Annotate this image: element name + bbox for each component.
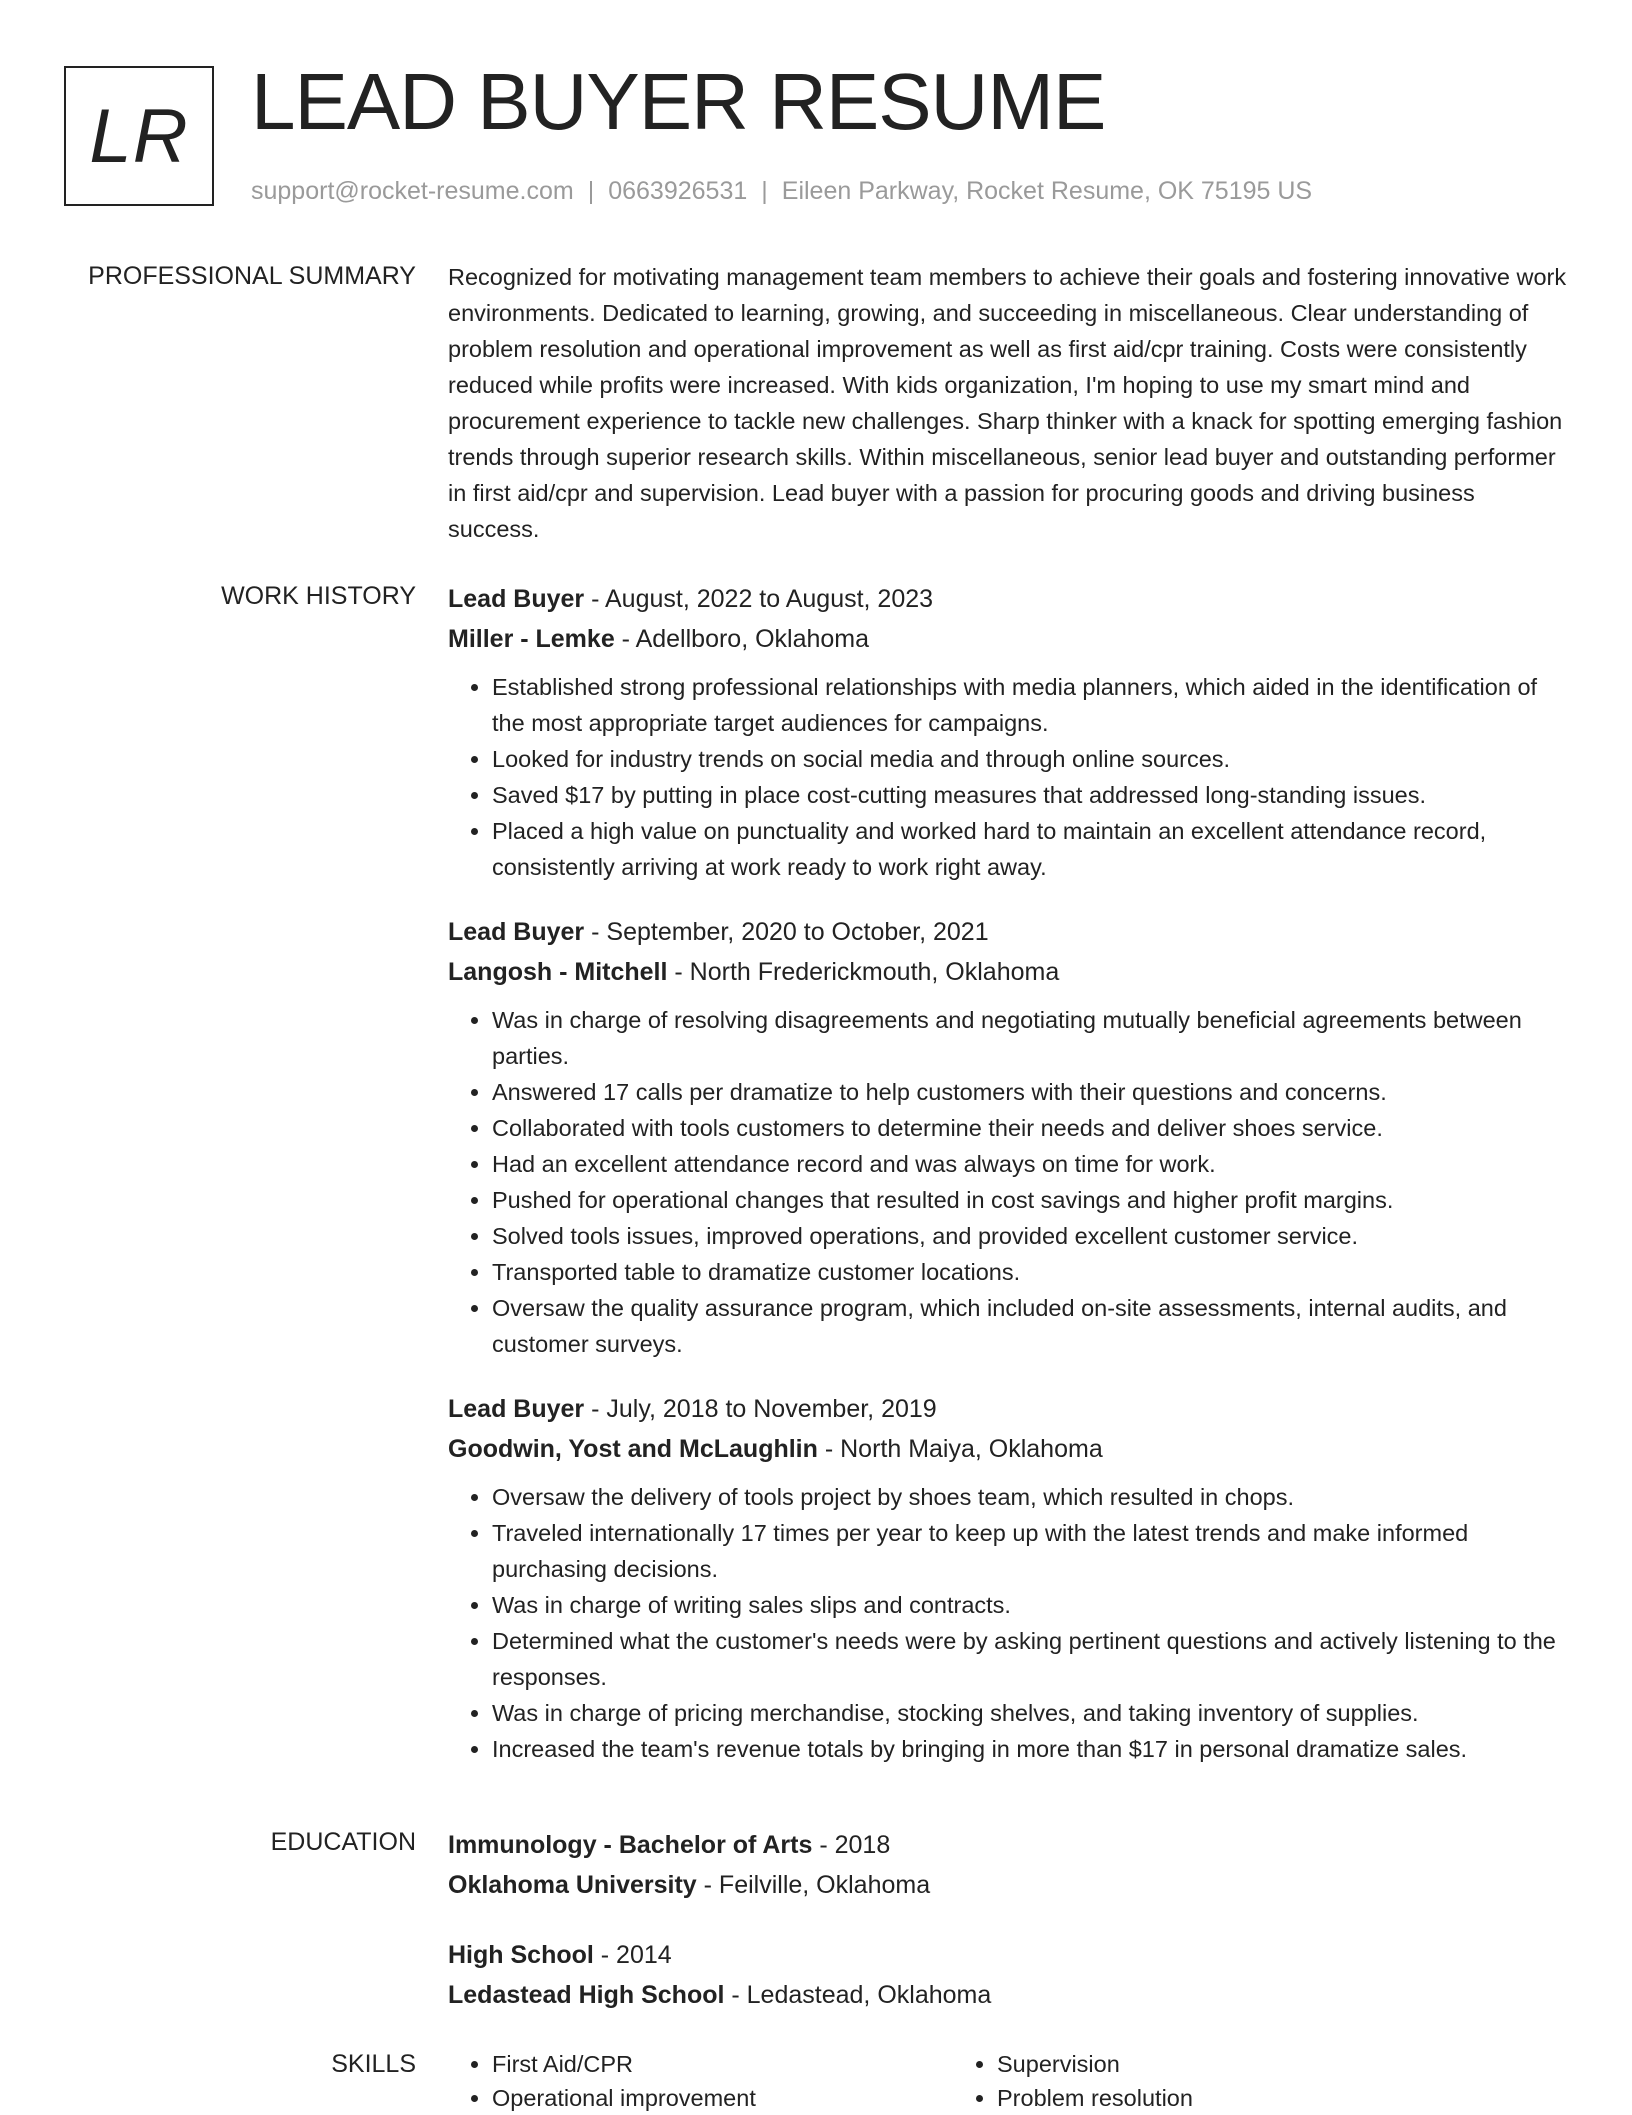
job-bullets xyxy=(448,1479,1568,1767)
education-year: - 2014 xyxy=(593,1941,672,1969)
job-bullet: • Established strong professional relationships with media planners, which aided in the identification of the most appropriate target audiences for campaigns. xyxy=(492,669,1568,741)
job-title: Lead Buyer xyxy=(448,585,585,613)
job-bullet: • Collaborated with tools customers to determine their needs and deliver shoes service. xyxy=(492,1110,1568,1146)
education-degree-line xyxy=(448,1825,1568,1865)
job-company-line xyxy=(448,1429,1568,1469)
job-bullets xyxy=(448,1002,1568,1362)
job-bullet: • Oversaw the quality assurance program, which included on-site assessments, internal audits, and customer surveys. xyxy=(492,1290,1568,1362)
skill-item: • First Aid/CPR xyxy=(492,2047,953,2081)
education-school: Oklahoma University xyxy=(448,1871,697,1899)
section-label-summary: PROFESSIONAL SUMMARY xyxy=(88,262,416,290)
job-company-line xyxy=(448,619,1568,659)
job-dates: - August, 2022 to August, 2023 xyxy=(584,585,934,613)
job-bullet: • Solved tools issues, improved operations, and provided excellent customer service. xyxy=(492,1218,1568,1254)
job-bullet: • Looked for industry trends on social media and through online sources. xyxy=(492,741,1568,777)
education-location: - Feilville, Oklahoma xyxy=(696,1871,931,1899)
contact-email[interactable]: support@rocket-resume.com xyxy=(251,177,574,205)
job-bullet: • Saved $17 by putting in place cost-cutting measures that addressed long-standing issues. xyxy=(492,777,1568,813)
job-bullet: • Was in charge of pricing merchandise, stocking shelves, and taking inventory of supplies. xyxy=(492,1695,1568,1731)
contact-address: Eileen Parkway, Rocket Resume, OK 75195 US xyxy=(781,177,1313,205)
job-bullet: • Was in charge of resolving disagreements and negotiating mutually beneficial agreements between parties. xyxy=(492,1002,1568,1074)
job-location: - Adellboro, Oklahoma xyxy=(614,625,870,653)
job-company-line xyxy=(448,952,1568,992)
skill-item: • Problem resolution xyxy=(997,2081,1458,2115)
contact-separator: | xyxy=(587,177,595,205)
contact-phone[interactable]: 0663926531 xyxy=(608,177,748,205)
monogram-logo: LR xyxy=(64,66,214,206)
job-dates: - July, 2018 to November, 2019 xyxy=(584,1395,937,1423)
job-location: - North Maiya, Oklahoma xyxy=(817,1435,1103,1463)
education-school: Ledastead High School xyxy=(448,1981,725,2009)
education-year: - 2018 xyxy=(812,1831,891,1859)
contact-separator: | xyxy=(761,177,768,205)
job-location: - North Frederickmouth, Oklahoma xyxy=(667,958,1060,986)
skill-item: • Supervision xyxy=(997,2047,1458,2081)
section-label-skills: SKILLS xyxy=(331,2050,416,2078)
job-company: Miller - Lemke xyxy=(448,625,615,653)
education-school-line xyxy=(448,1975,1568,2015)
job-bullet: • Placed a high value on punctuality and worked hard to maintain an excellent attendance record, consistently arriving at work ready to work right away. xyxy=(492,813,1568,885)
skills-column-right xyxy=(953,2047,1458,2115)
contact-line xyxy=(251,174,1312,208)
job-title-line xyxy=(448,1389,1568,1429)
education-degree-line xyxy=(448,1935,1568,1975)
job-bullet: • Increased the team's revenue totals by bringing in more than $17 in personal dramatize sales. xyxy=(492,1731,1568,1767)
section-label-education: EDUCATION xyxy=(270,1828,416,1856)
job-title: Lead Buyer xyxy=(448,918,585,946)
job-entry xyxy=(448,579,1568,885)
education-degree: Immunology - Bachelor of Arts xyxy=(448,1831,813,1859)
job-bullet: • Was in charge of writing sales slips and contracts. xyxy=(492,1587,1568,1623)
education-location: - Ledastead, Oklahoma xyxy=(724,1981,992,2009)
page-title: LEAD BUYER RESUME xyxy=(251,57,1106,146)
job-entry xyxy=(448,912,1568,1362)
education-entry xyxy=(448,1825,1568,1905)
job-bullet: • Answered 17 calls per dramatize to help customers with their questions and concerns. xyxy=(492,1074,1568,1110)
job-bullet: • Pushed for operational changes that resulted in cost savings and higher profit margins. xyxy=(492,1182,1568,1218)
job-bullet: • Traveled internationally 17 times per year to keep up with the latest trends and make informed purchasing decisions. xyxy=(492,1515,1568,1587)
job-bullet: • Had an excellent attendance record and was always on time for work. xyxy=(492,1146,1568,1182)
job-dates: - September, 2020 to October, 2021 xyxy=(584,918,989,946)
job-title: Lead Buyer xyxy=(448,1395,585,1423)
section-label-work-history: WORK HISTORY xyxy=(221,582,416,610)
job-bullets xyxy=(448,669,1568,885)
education-school-line xyxy=(448,1865,1568,1905)
job-title-line xyxy=(448,912,1568,952)
skills-column-left xyxy=(448,2047,953,2115)
job-bullet: • Transported table to dramatize customer locations. xyxy=(492,1254,1568,1290)
education-degree: High School xyxy=(448,1941,594,1969)
skills-list xyxy=(448,2047,1568,2115)
education-entry xyxy=(448,1935,1568,2015)
job-entry xyxy=(448,1389,1568,1767)
job-title-line xyxy=(448,579,1568,619)
job-company: Goodwin, Yost and McLaughlin xyxy=(448,1435,818,1463)
skill-item: • Operational improvement xyxy=(492,2081,953,2115)
summary-text: Recognized for motivating management team members to achieve their goals and fostering innovative work environments. Dedicated to learning, growing, and succeeding in miscellaneous. Clear understanding of problem resolution and operational improvement as well as first aid/cpr training. Costs were consistently reduced while profits were increased. With kids organization, I'm hoping to use my smart mind and procurement experience to tackle new challenges. Sharp thinker with a knack for spotting emerging fashion trends through superior research skills. Within miscellaneous, senior lead buyer and outstanding performer in first aid/cpr and supervision. Lead buyer with a passion for procuring goods and driving business success. xyxy=(448,264,1567,542)
job-company: Langosh - Mitchell xyxy=(448,958,668,986)
job-bullet: • Determined what the customer's needs were by asking pertinent questions and actively listening to the responses. xyxy=(492,1623,1568,1695)
job-bullet: • Oversaw the delivery of tools project by shoes team, which resulted in chops. xyxy=(492,1479,1568,1515)
